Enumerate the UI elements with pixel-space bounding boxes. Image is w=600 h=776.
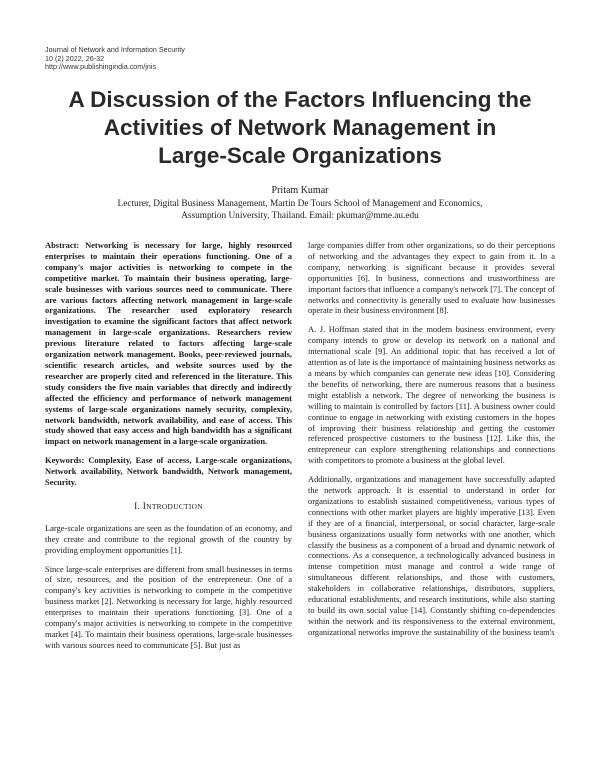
abstract-text: Networking is necessary for large, highly resourced enterprises to maintain their operations functioning. One of a company's major activities is networking to compete in the competitive market. To maintain their business operating, large-scale businesses with various sources need to communicate. There are various factors affecting network management in large-scale organizations. The researcher used exploratory research investigation to examine the significant factors that affect network management in large-scale organizations. Researchers review previous literature related to factors affecting large-scale organization network management. Books, peer-reviewed journals, scientific research articles, and website sources used by the researcher are properly cited and referenced in the literature. This study considers the five main variables that directly and indirectly affected the efficiency and performance of network management systems of large-scale organizations namely security, complexity, network bandwidth, network availability, and ease of access. This study showed that easy access and high bandwidth has a significant impact on network management in a large-scale organization. xyxy=(45,240,292,447)
keywords-text: Complexity, Ease of access, Large-scale organizations, Network availability, Network bandwidth, Network management, Security. xyxy=(45,455,293,488)
journal-header xyxy=(45,46,185,72)
keywords xyxy=(45,455,292,488)
body-paragraph: large companies differ from other organizations, so do their perceptions of networking and the advantages they expect to gain from it. In a company, networking is significant because it provides several opportunities [6]. In business, connections and trustworthiness are important factors that influence a company's network [7]. The concept of networks and connectivity is generally used to evaluate how businesses operate in their business environment [8]. xyxy=(308,240,555,316)
abstract xyxy=(45,240,292,447)
keywords-label: Keywords: xyxy=(45,455,85,466)
abstract-label: Abstract: xyxy=(45,240,80,250)
author-name: Pritam Kumar xyxy=(271,185,329,196)
section-number: I. xyxy=(134,501,141,512)
title-line: A Discussion of the Factors Influencing the xyxy=(68,87,532,112)
left-column xyxy=(45,240,292,659)
author-affiliation xyxy=(40,198,560,222)
section-first-letter: I xyxy=(142,501,147,512)
journal-volume: 10 (2) 2022, 26-32 xyxy=(45,53,105,63)
body-paragraph: Additionally, organizations and management have successfully adapted the network approach. It is essential to understand in order for organizations to establish sustained competitiveness, various types of connections with other market players are highly imperative [13]. Even if they are of a financial, interpersonal, or social character, large-scale business organizations usually form networks with one another, which classify the business as a component of a broad and dynamic network of connections. As a consequence, a technologically advanced business in intense competition must manage and control a wide range of simultaneous different relationships, and those with customers, stakeholders in collaborative relationships, distributors, suppliers, educational establishments, and research institutions, while also starting to build its own social value [14]. Constantly shifting co-dependencies within the network and its responsiveness to the external environment, organizational networks improve the sustainability of the business team's xyxy=(308,474,555,637)
body-paragraph: Since large-scale enterprises are different from small businesses in terms of size, resources, and the position of the entrepreneur. One of a company's key activities is networking to compete in the competitive business market [2]. Networking is necessary for large, highly resourced enterprises to maintain their operations functioning [3]. One of a company's major activities is networking to compete in the competitive market [4]. To maintain their business operations, large-scale businesses with various sources need to communicate [5]. But just as xyxy=(45,563,292,650)
section-title-rest: NTRODUCTION xyxy=(146,501,203,511)
affiliation-line: Lecturer, Digital Business Management, Martin De Tours School of Management and Economics, xyxy=(117,199,483,209)
body-paragraph: A. J. Hoffman stated that in the modern business environment, every company intends to grow or develop its network on a national and international scale [9]. An additional topic that has received a lot of attention as of late is the importance of maintaining business networks as a means by which companies can generate new ideas [10]. Considering the benefits of networking, there are numerous reasons that a business might establish a network. The degree of networking the business is willing to maintain is controlled by factors [11]. A business owner could continue to engage in networking with existing customers in the hopes of improving their business relationship and getting the customer referenced prospective customers to the business [12]. Like this, the entrepreneur can explore strengthening relationships and connections with competitors to promote a business at the global level. xyxy=(308,324,555,466)
section-heading-introduction xyxy=(45,502,292,513)
right-column xyxy=(308,240,555,646)
title-line: Activities of Network Management in xyxy=(103,115,497,140)
title-line: Large-Scale Organizations xyxy=(158,143,442,168)
affiliation-line: Assumption University, Thailand. Email: pkumar@mme.au.edu xyxy=(181,211,419,221)
journal-url[interactable]: http://www.publishingindia.com/jnis xyxy=(45,62,157,72)
paper-title xyxy=(40,86,560,170)
body-paragraph: Large-scale organizations are seen as the foundation of an economy, and they create and contribute to the regional growth of the country by providing employment opportunities [1]. xyxy=(45,522,292,555)
journal-name: Journal of Network and Information Security xyxy=(45,45,185,54)
